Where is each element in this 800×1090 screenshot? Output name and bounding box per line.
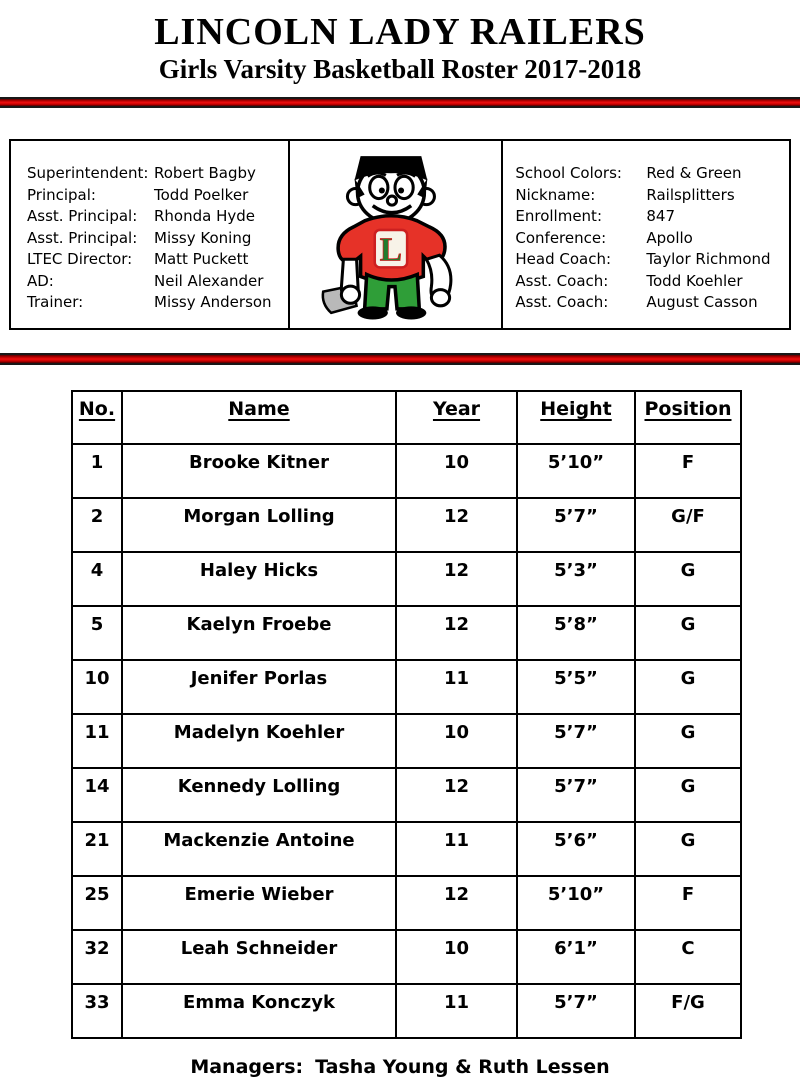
- staff-info-row: [27, 206, 288, 228]
- staff-info-value: Todd Poelker: [154, 185, 249, 204]
- school-fact-label: Asst. Coach:: [515, 293, 609, 311]
- roster-header-row: [72, 391, 741, 444]
- roster-row: [72, 876, 741, 930]
- managers-line: [0, 1056, 800, 1078]
- roster-cell: 5’3”: [517, 552, 635, 606]
- roster-cell: G: [635, 660, 741, 714]
- roster-cell: 10: [72, 660, 122, 714]
- roster-cell: G/F: [635, 498, 741, 552]
- roster-cell: 5’10”: [517, 876, 635, 930]
- staff-info-label: Asst. Principal:: [27, 207, 138, 225]
- roster-cell: Kaelyn Froebe: [122, 606, 396, 660]
- school-fact-row: [515, 249, 789, 271]
- roster-cell: 5’7”: [517, 498, 635, 552]
- roster-cell: 5’8”: [517, 606, 635, 660]
- roster-header-text: Name: [228, 398, 290, 420]
- roster-header-text: Year: [432, 398, 481, 420]
- roster-cell: 2: [72, 498, 122, 552]
- roster-row: [72, 714, 741, 768]
- staff-info-row: [27, 292, 288, 314]
- roster-row: [72, 930, 741, 984]
- staff-info-value: Neil Alexander: [154, 271, 264, 290]
- roster-cell: F: [635, 876, 741, 930]
- roster-cell: 5’7”: [517, 768, 635, 822]
- roster-cell: Leah Schneider: [122, 930, 396, 984]
- roster-cell: 11: [396, 660, 517, 714]
- roster-row: [72, 606, 741, 660]
- mascot-box: [288, 139, 504, 330]
- roster-cell: 4: [72, 552, 122, 606]
- railsplitter-mascot-icon: [310, 148, 482, 322]
- roster-row: [72, 552, 741, 606]
- roster-cell: G: [635, 822, 741, 876]
- roster-cell: 5’5”: [517, 660, 635, 714]
- school-fact-label: Enrollment:: [515, 207, 602, 225]
- staff-info-row: [27, 228, 288, 250]
- school-fact-row: [515, 271, 789, 293]
- roster-cell: 6’1”: [517, 930, 635, 984]
- roster-cell: 11: [72, 714, 122, 768]
- roster-cell: G: [635, 552, 741, 606]
- roster-row: [72, 444, 741, 498]
- roster-cell: G: [635, 768, 741, 822]
- roster-row: [72, 984, 741, 1038]
- staff-info-value: Missy Koning: [154, 228, 252, 247]
- roster-header-cell: [72, 391, 122, 444]
- staff-info-label: Asst. Principal:: [27, 228, 138, 247]
- roster-row: [72, 768, 741, 822]
- roster-cell: Morgan Lolling: [122, 498, 396, 552]
- roster-header-text: Height: [540, 398, 612, 420]
- school-fact-label: School Colors:: [515, 164, 622, 182]
- school-fact-row: [515, 163, 789, 185]
- roster-cell: 1: [72, 444, 122, 498]
- bottom-divider-bar: [0, 353, 800, 365]
- roster-cell: 5’7”: [517, 984, 635, 1038]
- page-title: LINCOLN LADY RAILERS: [154, 11, 646, 53]
- roster-cell: 12: [396, 552, 517, 606]
- roster-header-cell: [396, 391, 517, 444]
- roster-cell: Jenifer Porlas: [122, 660, 396, 714]
- school-fact-label: Asst. Coach:: [515, 271, 609, 290]
- roster-header-text: Position: [644, 398, 732, 420]
- staff-info-row: [27, 163, 288, 185]
- mascot-letter: L: [379, 230, 402, 268]
- school-fact-label: Conference:: [515, 228, 607, 247]
- staff-info-value: Missy Anderson: [154, 293, 272, 311]
- roster-cell: C: [635, 930, 741, 984]
- roster-cell: G: [635, 606, 741, 660]
- roster-cell: 21: [72, 822, 122, 876]
- school-info-section: [9, 139, 791, 330]
- roster-cell: 32: [72, 930, 122, 984]
- school-fact-value: 847: [646, 207, 676, 225]
- roster-cell: 5’6”: [517, 822, 635, 876]
- staff-info-value: Robert Bagby: [154, 164, 256, 182]
- roster-cell: Brooke Kitner: [122, 444, 396, 498]
- roster-cell: 25: [72, 876, 122, 930]
- roster-cell: 11: [396, 984, 517, 1038]
- roster-cell: 10: [396, 930, 517, 984]
- school-facts-box: [501, 139, 791, 330]
- roster-cell: 33: [72, 984, 122, 1038]
- school-fact-value: Todd Koehler: [646, 271, 743, 290]
- managers-label: Managers:: [190, 1056, 304, 1078]
- roster-cell: 12: [396, 768, 517, 822]
- roster-cell: F: [635, 444, 741, 498]
- roster-cell: Emerie Wieber: [122, 876, 396, 930]
- roster-cell: 5’7”: [517, 714, 635, 768]
- roster-header-cell: [122, 391, 396, 444]
- managers-names: Tasha Young & Ruth Lessen: [315, 1056, 610, 1078]
- roster-cell: Mackenzie Antoine: [122, 822, 396, 876]
- school-fact-value: August Casson: [646, 293, 758, 311]
- staff-info-row: [27, 185, 288, 207]
- staff-info-label: AD:: [27, 271, 54, 290]
- staff-info-label: Trainer:: [27, 293, 84, 311]
- roster-cell: F/G: [635, 984, 741, 1038]
- school-fact-value: Apollo: [646, 228, 693, 247]
- staff-info-label: LTEC Director:: [27, 250, 133, 268]
- roster-cell: G: [635, 714, 741, 768]
- roster-cell: 14: [72, 768, 122, 822]
- roster-cell: 10: [396, 714, 517, 768]
- staff-info-value: Rhonda Hyde: [154, 207, 256, 225]
- roster-cell: 12: [396, 498, 517, 552]
- roster-header-cell: [635, 391, 741, 444]
- staff-info-row: [27, 271, 288, 293]
- roster-cell: 5’10”: [517, 444, 635, 498]
- roster-cell: Haley Hicks: [122, 552, 396, 606]
- roster-cell: Kennedy Lolling: [122, 768, 396, 822]
- school-fact-row: [515, 185, 789, 207]
- roster-cell: 12: [396, 606, 517, 660]
- school-fact-label: Nickname:: [515, 185, 596, 204]
- school-fact-value: Red & Green: [646, 164, 742, 182]
- school-fact-label: Head Coach:: [515, 250, 612, 268]
- roster-cell: Madelyn Koehler: [122, 714, 396, 768]
- staff-info-label: Superintendent:: [27, 164, 149, 182]
- roster-cell: 5: [72, 606, 122, 660]
- roster-row: [72, 822, 741, 876]
- staff-info-label: Principal:: [27, 185, 96, 204]
- school-fact-row: [515, 228, 789, 250]
- roster-row: [72, 660, 741, 714]
- roster-cell: 10: [396, 444, 517, 498]
- school-fact-row: [515, 206, 789, 228]
- staff-info-row: [27, 249, 288, 271]
- school-fact-value: Railsplitters: [646, 185, 735, 204]
- top-divider-bar: [0, 97, 800, 108]
- roster-header-text: No.: [78, 398, 116, 420]
- page-subtitle: Girls Varsity Basketball Roster 2017-2018: [158, 54, 642, 84]
- roster-cell: 12: [396, 876, 517, 930]
- roster-header-cell: [517, 391, 635, 444]
- roster-cell: Emma Konczyk: [122, 984, 396, 1038]
- roster-cell: 11: [396, 822, 517, 876]
- roster-row: [72, 498, 741, 552]
- school-fact-row: [515, 292, 789, 314]
- school-fact-value: Taylor Richmond: [646, 250, 771, 268]
- staff-info-value: Matt Puckett: [154, 250, 249, 268]
- roster-table: [71, 390, 742, 1039]
- staff-info-box: [9, 139, 290, 330]
